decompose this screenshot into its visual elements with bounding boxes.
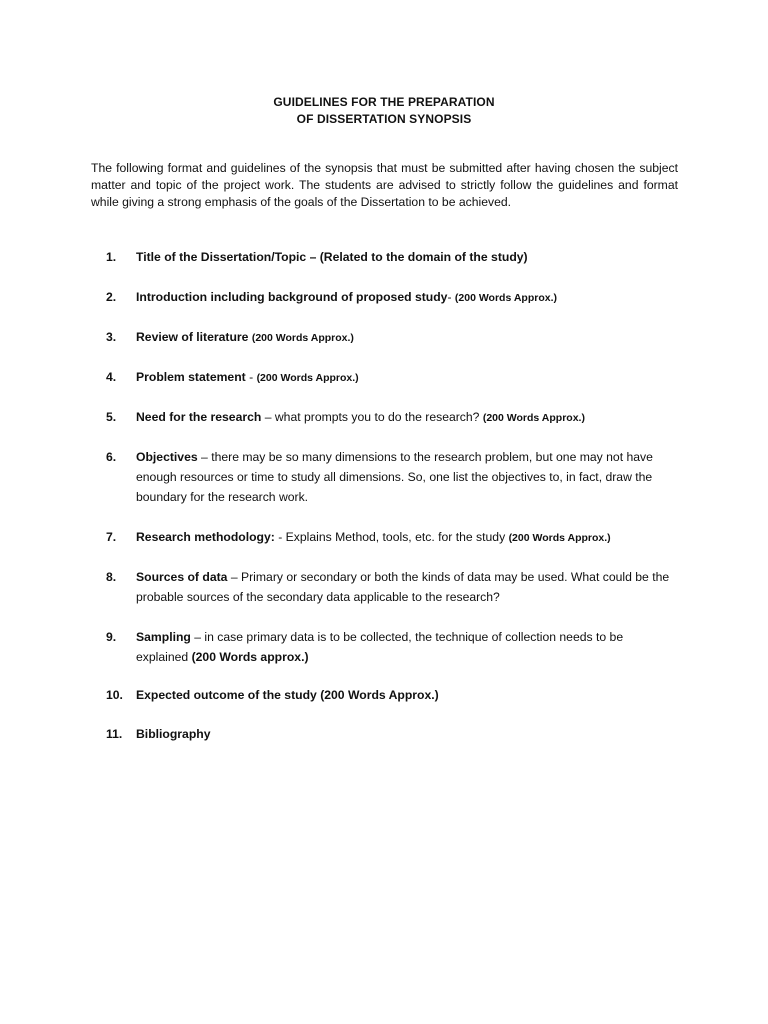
item-body [136,447,676,507]
item-number: 7. [106,530,117,544]
item-number: 9. [106,630,117,644]
item-number: 2. [106,290,117,304]
item-heading: Bibliography [136,727,211,741]
item-body [136,567,676,607]
item-body [136,724,676,744]
item-heading: Introduction including background of proposed study [136,290,448,304]
item-number: 4. [106,370,117,384]
item-heading: Sources of data [136,570,228,584]
item-word-count: (200 Words approx.) [191,650,309,664]
item-text: - Explains Method, tools, etc. for the study [274,530,509,544]
item-number: 5. [106,410,117,424]
item-text: – in case primary data is to be collected, the technique of collection needs to be explained [136,630,624,664]
item-text: – there may be so many dimensions to the research problem, but one may not have enough resources or time to study all dimensions. So, one list the objectives to, in fact, draw the boundary for the research work. [136,450,653,504]
item-number: 8. [106,570,117,584]
item-number: 6. [106,450,117,464]
item-heading: Review of literature [136,330,252,344]
item-text: – what prompts you to do the research? [261,410,483,424]
item-word-count: (200 Words Approx.) [508,532,611,544]
item-body [136,527,676,548]
item-heading: Objectives [136,450,198,464]
item-text: - [447,290,455,304]
item-number: 3. [106,330,117,344]
item-heading: Need for the research [136,410,262,424]
title-line-2: OF DISSERTATION SYNOPSIS [296,112,472,126]
item-word-count: (200 Words Approx.) [251,332,354,344]
item-body [136,627,676,667]
item-body [136,327,676,348]
item-body [136,247,676,267]
item-word-count: (200 Words Approx.) [256,372,359,384]
item-heading: Sampling [136,630,191,644]
title-line-1: GUIDELINES FOR THE PREPARATION [273,95,495,109]
item-word-count: (200 Words Approx.) [454,292,558,304]
item-text: - [245,370,257,384]
document-title [0,94,768,128]
item-body [136,407,676,428]
item-word-count: (200 Words Approx.) [482,412,585,424]
item-text: – Primary or secondary or both the kinds of data may be used. What could be the probable sources of the secondary data applicable to the research? [136,570,670,604]
item-number: 11. [106,727,123,741]
item-number: 10. [106,688,123,702]
item-body [136,367,676,388]
item-heading: Expected outcome of the study (200 Words Approx.) [136,688,439,702]
item-heading: Research methodology: [136,530,275,544]
item-heading: Title of the Dissertation/Topic – (Related to the domain of the study) [136,250,528,264]
item-body [136,685,676,705]
item-number: 1. [106,250,117,264]
item-heading: Problem statement [136,370,246,384]
item-body [136,287,676,308]
intro-paragraph: The following format and guidelines of the synopsis that must be submitted after having chosen the subject matter and topic of the project work. The students are advised to strictly follow the guidelines and format while giving a strong emphasis of the goals of the Dissertation to be achieved. [91,161,678,209]
